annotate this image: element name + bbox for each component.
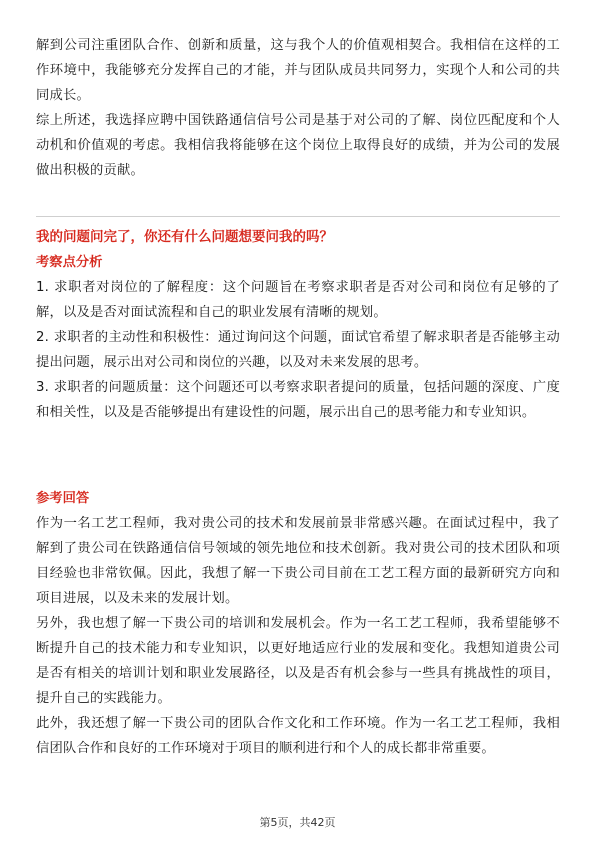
reference-title: 参考回答 <box>36 491 90 506</box>
reference-paragraph-2: 另外，我也想了解一下贵公司的培训和发展机会。作为一名工艺工程师，我希望能够不断提升自己的技术能力和专业知识，以更好地适应行业的发展和变化。我想知道贵公司是否有相关的培训计划和职业发展路径，以及是否有机会参与一些具有挑战性的项目，提升自己的实践能力。 <box>36 616 560 706</box>
question-section <box>36 225 560 425</box>
page-footer: 第5页，共42页 <box>259 816 336 829</box>
analysis-item-1: 1. 求职者对岗位的了解程度：这个问题旨在考察求职者是否对公司和岗位有足够的了解，以及是否对面试流程和自己的职业发展有清晰的规划。 <box>36 280 560 320</box>
reference-paragraph-1: 作为一名工艺工程师，我对贵公司的技术和发展前景非常感兴趣。在面试过程中，我了解到了贵公司在铁路通信信号领域的领先地位和技术创新。我对贵公司的技术团队和项目经验也非常钦佩。因此，我想了解一下贵公司目前在工艺工程方面的最新研究方向和项目进展，以及未来的发展计划。 <box>36 516 560 606</box>
reference-paragraph-3: 此外，我还想了解一下贵公司的团队合作文化和工作环境。作为一名工艺工程师，我相信团队合作和良好的工作环境对于项目的顺利进行和个人的成长都非常重要。 <box>36 716 560 756</box>
intro-paragraph-2: 综上所述，我选择应聘中国铁路通信信号公司是基于对公司的了解、岗位匹配度和个人动机和价值观的考虑。我相信我将能够在这个岗位上取得良好的成绩，并为公司的发展做出积极的贡献。 <box>36 113 560 178</box>
intro-paragraph-1: 解到公司注重团队合作、创新和质量，这与我个人的价值观相契合。我相信在这样的工作环境中，我能够充分发挥自己的才能，并与团队成员共同努力，实现个人和公司的共同成长。 <box>36 38 560 103</box>
reference-section <box>36 486 560 761</box>
analysis-item-3: 3. 求职者的问题质量：这个问题还可以考察求职者提问的质量，包括问题的深度、广度和相关性，以及是否能够提出有建设性的问题，展示出自己的思考能力和专业知识。 <box>36 380 560 420</box>
question-heading: 我的问题问完了，你还有什么问题想要问我的吗？ <box>36 229 333 245</box>
analysis-item-2: 2. 求职者的主动性和积极性：通过询问这个问题，面试官希望了解求职者是否能够主动提出问题，展示出对公司和岗位的兴趣，以及对未来发展的思考。 <box>36 330 560 370</box>
section-divider <box>36 216 560 217</box>
intro-section <box>36 33 560 183</box>
analysis-title: 考察点分析 <box>36 255 103 270</box>
